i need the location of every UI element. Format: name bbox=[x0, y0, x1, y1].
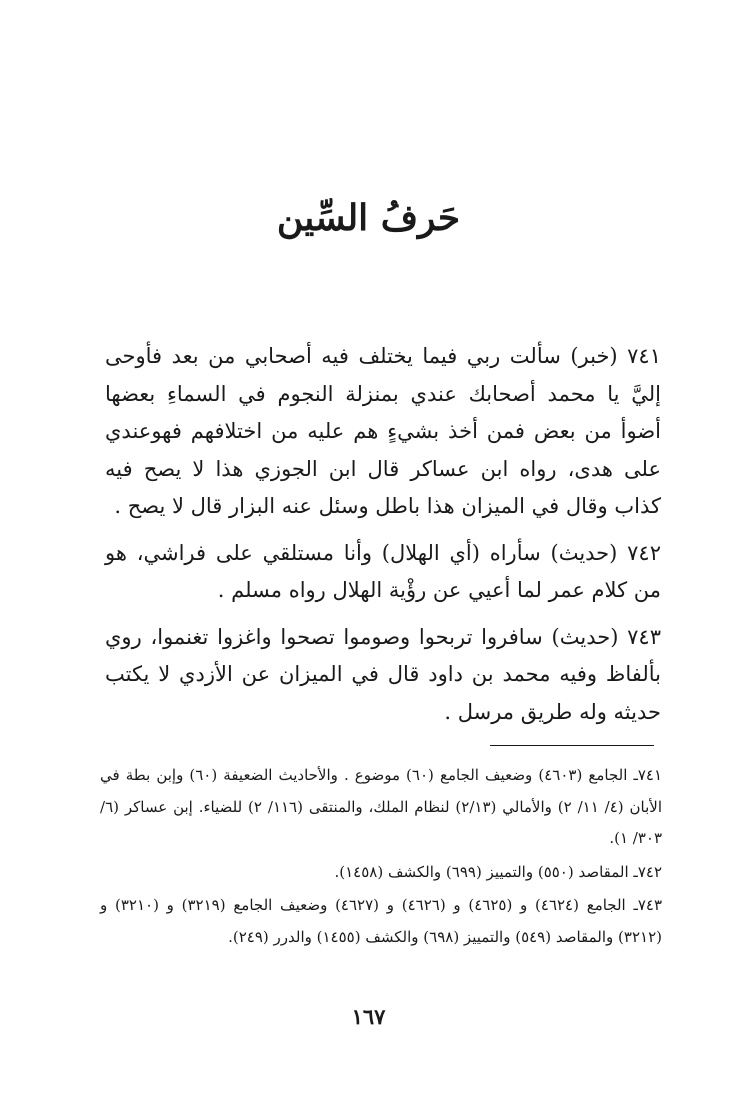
main-text bbox=[105, 338, 661, 740]
chapter-title: حَرفُ السِّين bbox=[276, 197, 461, 239]
hadith-number: ٧٤٣ bbox=[627, 624, 661, 649]
hadith-entry bbox=[105, 535, 661, 610]
hadith-entry bbox=[105, 338, 661, 526]
footnotes bbox=[100, 760, 662, 955]
page-number: ١٦٧ bbox=[351, 1004, 386, 1029]
hadith-number: ٧٤٢ bbox=[627, 540, 661, 565]
hadith-text: سأراه (أي الهلال) وأنا مستلقي على فراشي، هو من كلام عمر لما أعيي عن رؤْية الهلال رواه مسلم . bbox=[105, 540, 661, 602]
hadith-grade: (حديث) bbox=[550, 540, 618, 565]
hadith-entry bbox=[105, 619, 661, 732]
hadith-text: سافروا تربحوا وصوموا تصحوا واغزوا تغنموا، روي بألفاظ وفيه محمد بن داود قال في الميزان عن الأزدي لا يكتب حديثه وله طريق مرسل . bbox=[105, 624, 661, 724]
footnote-separator bbox=[490, 745, 654, 746]
hadith-number: ٧٤١ bbox=[627, 344, 661, 368]
footnote: ٧٤١ـ الجامع (٤٦٠٣) وضعيف الجامع (٦٠) موضوع . والأحاديث الضعيفة (٦٠) وإبن بطة في الأبان (٤/ ١١/ ٢) والأمالي (٢/١٣) لنظام الملك، والمنتقى (١١٦/ ٢) للضياء. إبن عساكر (٦/ ٣٠٣/ ١). bbox=[100, 766, 663, 847]
footnote: ٧٤٢ـ المقاصد (٥٥٠) والتمييز (٦٩٩) والكشف (١٤٥٨). bbox=[334, 862, 662, 881]
hadith-text: سألت ربي فيما يختلف فيه أصحابي من بعد فأوحى إليَّ يا محمد أصحابك عندي بمنزلة النجوم في السماءِ بعضها أضوأ من بعض فمن أخذ بشيءٍ هم عليه من اختلافهم فهوعندي على هدى، رواه ابن عساكر قال ابن الجوزي هذا لا يصح فيه كذاب وقال في الميزان هذا باطل وسئل عنه البزار قال لا يصح . bbox=[105, 344, 661, 518]
hadith-grade: (حديث) bbox=[551, 624, 619, 649]
hadith-grade: (خبر) bbox=[570, 344, 618, 368]
footnote: ٧٤٣ـ الجامع (٤٦٢٤) و (٤٦٢٥) و (٤٦٢٦) و (٤٦٢٧) وضعيف الجامع (٣٢١٩) و (٣٢١٠) و (٣٢١٢) والمقاصد (٥٤٩) والتمييز (٦٩٨) والكشف (١٤٥٥) والدرر (٢٤٩). bbox=[100, 896, 663, 946]
